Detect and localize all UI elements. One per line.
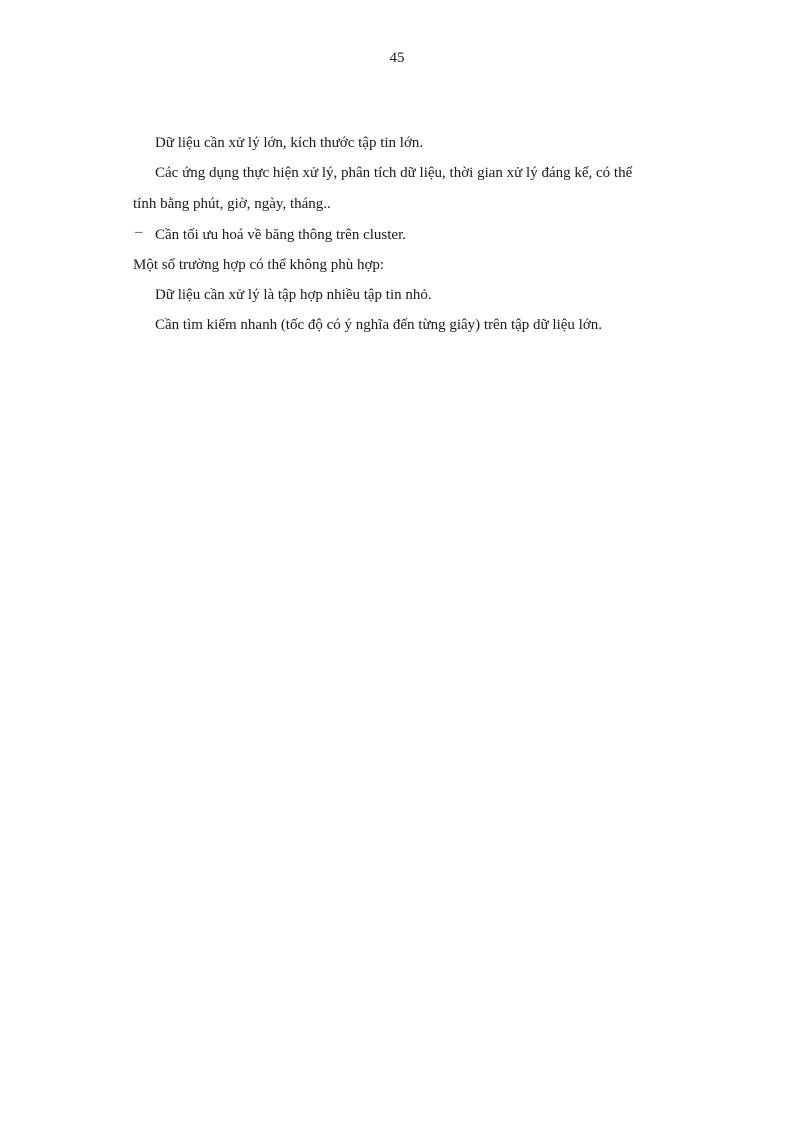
text-line-6: Dữ liệu cần xử lý là tập hợp nhiều tập tin nhỏ.	[155, 287, 432, 303]
text-line-2: Các ứng dụng thực hiện xử lý, phân tích dữ liệu, thời gian xử lý đáng kể, có thể	[155, 165, 633, 181]
bullet-dash: –	[135, 224, 143, 240]
text-line-7: Cần tìm kiếm nhanh (tốc độ có ý nghĩa đến từng giây) trên tập dữ liệu lớn.	[155, 317, 603, 333]
text-line-1: Dữ liệu cần xử lý lớn, kích thước tập tin lớn.	[155, 135, 424, 151]
page-number: 45	[389, 50, 405, 66]
text-line-3: tính bằng phút, giờ, ngày, tháng..	[133, 196, 331, 212]
text-line-5: Một số trường hợp có thể không phù hợp:	[133, 257, 385, 273]
text-line-4: Cần tối ưu hoá về băng thông trên cluster.	[155, 227, 406, 243]
